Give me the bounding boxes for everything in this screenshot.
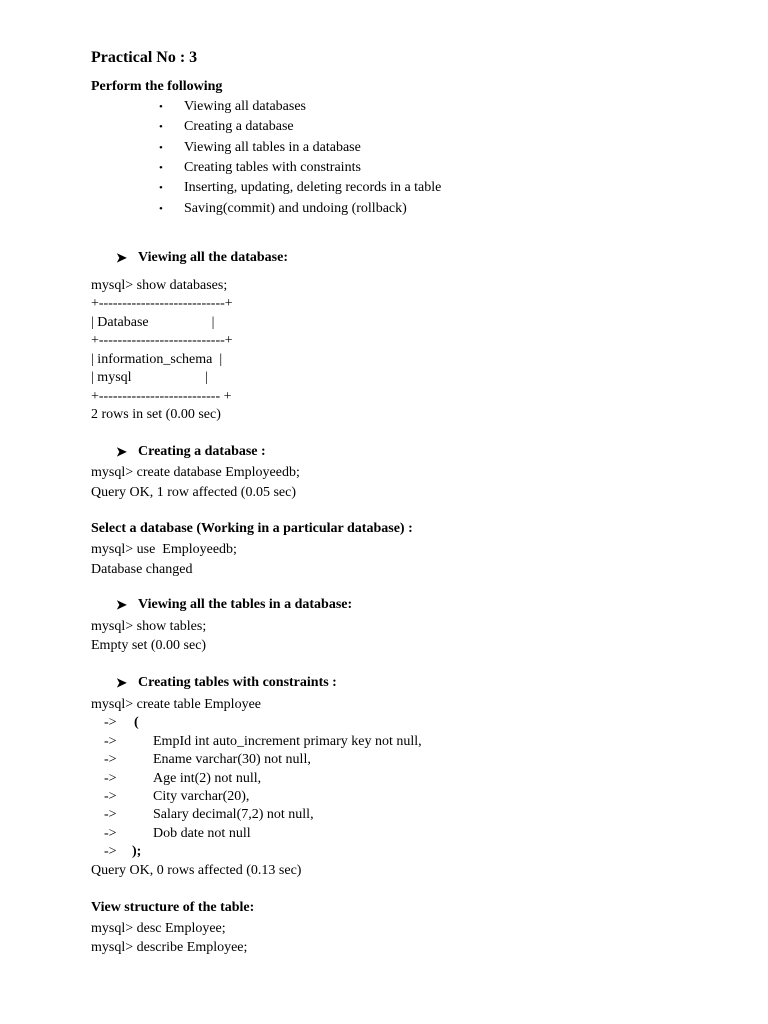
- arrow-bullet-icon: ➤: [116, 675, 127, 690]
- code-line: 2 rows in set (0.00 sec): [91, 407, 221, 422]
- list-item: Saving(commit) and undoing (rollback): [184, 201, 407, 216]
- continuation-prompt: ->: [104, 807, 117, 822]
- list-item: Viewing all tables in a database: [184, 140, 361, 155]
- continuation-prompt: ->: [104, 844, 117, 859]
- code-line: +-------------------------- +: [91, 389, 232, 404]
- continuation-prompt: ->: [104, 752, 117, 767]
- code-line: mysql> show tables;: [91, 619, 207, 634]
- code-line: | Database |: [91, 315, 215, 330]
- continuation-prompt: ->: [104, 826, 117, 841]
- code-line: Dob date not null: [153, 826, 251, 841]
- continuation-prompt: ->: [104, 771, 117, 786]
- code-line: mysql> desc Employee;: [91, 921, 226, 936]
- list-item: Creating tables with constraints: [184, 160, 361, 175]
- code-line: | information_schema |: [91, 352, 223, 367]
- bullet-icon: •: [159, 121, 163, 133]
- continuation-prompt: ->: [104, 715, 117, 730]
- bullet-icon: •: [159, 162, 163, 174]
- list-item: Inserting, updating, deleting records in a table: [184, 180, 442, 195]
- code-line: Query OK, 1 row affected (0.05 sec): [91, 485, 296, 500]
- code-line: (: [134, 715, 139, 730]
- code-line: mysql> show databases;: [91, 278, 228, 293]
- code-line: +---------------------------+: [91, 333, 233, 348]
- arrow-bullet-icon: ➤: [116, 444, 127, 459]
- code-line: EmpId int auto_increment primary key not null,: [153, 734, 422, 749]
- bullet-icon: •: [159, 182, 163, 194]
- code-line: Salary decimal(7,2) not null,: [153, 807, 314, 822]
- code-line: Database changed: [91, 562, 193, 577]
- bullet-icon: •: [159, 142, 163, 154]
- code-line: );: [132, 844, 142, 859]
- code-line: mysql> create table Employee: [91, 697, 261, 712]
- section-heading: Viewing all the database:: [138, 250, 288, 265]
- intro-heading: Perform the following: [91, 79, 223, 94]
- code-line: Age int(2) not null,: [153, 771, 262, 786]
- code-line: +---------------------------+: [91, 296, 233, 311]
- bullet-icon: •: [159, 203, 163, 215]
- arrow-bullet-icon: ➤: [116, 250, 127, 265]
- code-line: mysql> describe Employee;: [91, 940, 248, 955]
- code-line: Empty set (0.00 sec): [91, 638, 207, 653]
- section-heading: Select a database (Working in a particular database) :: [91, 521, 413, 536]
- page-title: Practical No : 3: [91, 49, 198, 66]
- section-heading: Viewing all the tables in a database:: [138, 597, 353, 612]
- code-line: | mysql |: [91, 370, 208, 385]
- section-heading: View structure of the table:: [91, 900, 255, 915]
- section-heading: Creating tables with constraints :: [138, 675, 337, 690]
- code-line: mysql> create database Employeedb;: [91, 465, 300, 480]
- code-line: Ename varchar(30) not null,: [153, 752, 311, 767]
- code-line: Query OK, 0 rows affected (0.13 sec): [91, 863, 302, 878]
- code-line: City varchar(20),: [153, 789, 250, 804]
- continuation-prompt: ->: [104, 734, 117, 749]
- section-heading: Creating a database :: [138, 444, 266, 459]
- continuation-prompt: ->: [104, 789, 117, 804]
- bullet-icon: •: [159, 101, 163, 113]
- code-line: mysql> use Employeedb;: [91, 542, 237, 557]
- list-item: Viewing all databases: [184, 99, 307, 114]
- arrow-bullet-icon: ➤: [116, 597, 127, 612]
- list-item: Creating a database: [184, 119, 294, 134]
